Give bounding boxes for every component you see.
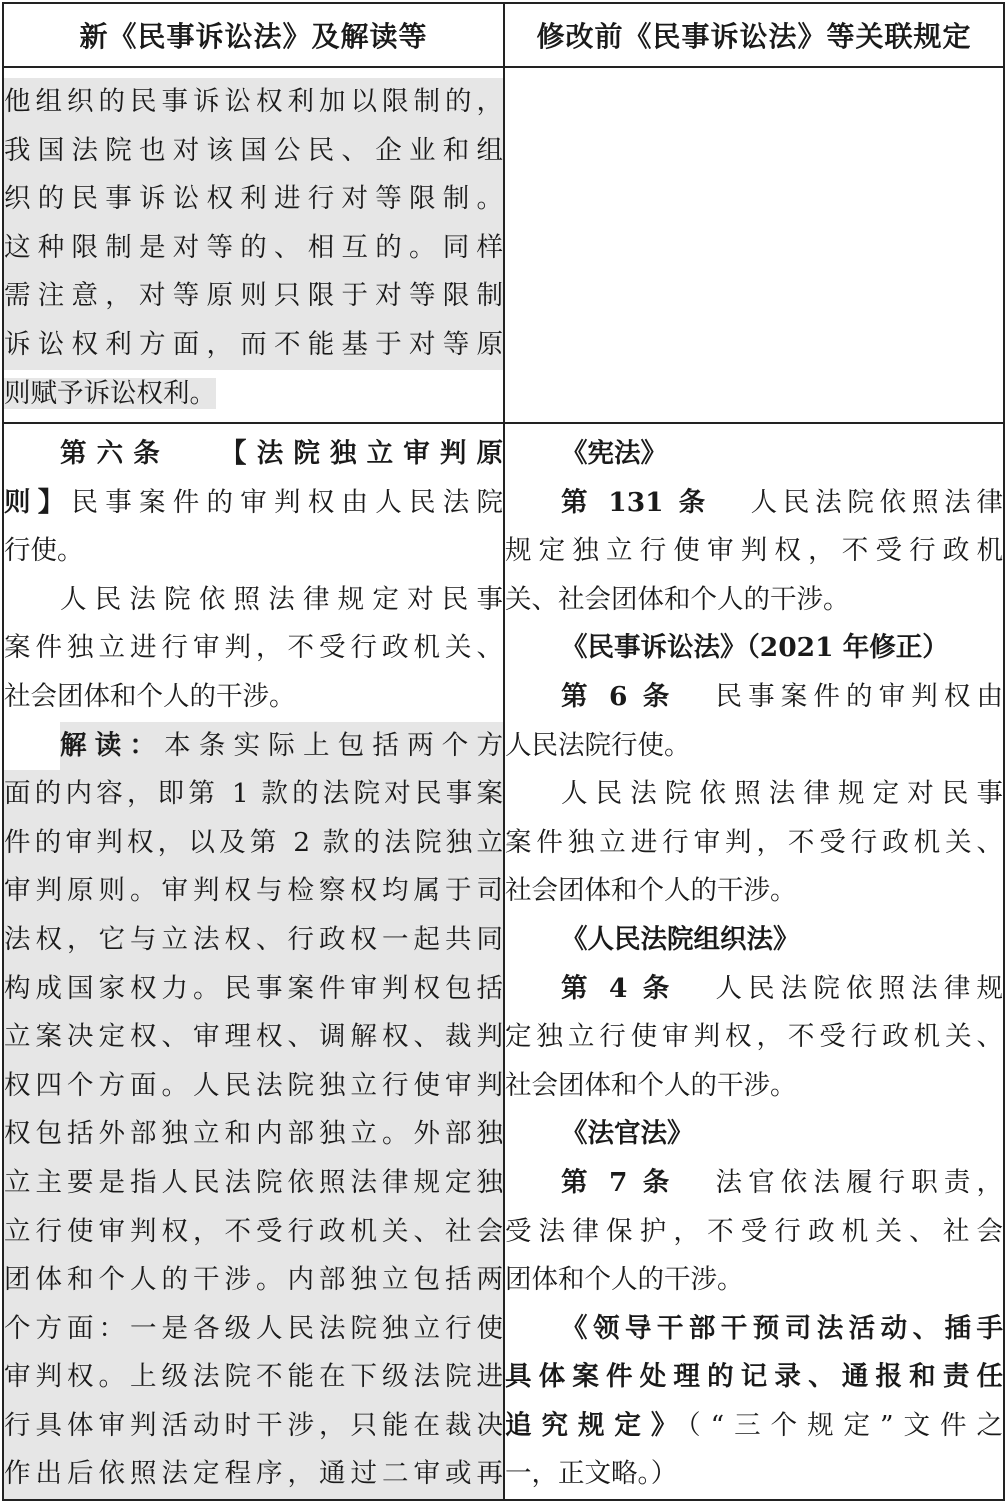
text-line: 个方面：一是各级人民法院独立行使 (4, 1305, 503, 1354)
text-line: 法权，它与立法权、行政权一起共同 (4, 916, 503, 965)
text-line: 团体和个人的干涉。 (505, 1264, 744, 1296)
row-continuation (3, 67, 1004, 423)
text-line: 第 7 条 法官依法履行职责， (561, 1166, 1004, 1198)
text-line: 社会团体和个人的干涉。 (4, 680, 296, 712)
text-line: 立主要是指人民法院依照法律规定独 (4, 1159, 503, 1208)
text-line: 他组织的民事诉讼权利加以限制的， (4, 78, 503, 127)
judges-law-title: 《法官法》 (561, 1118, 694, 1150)
text-line: 受法律保护，不受行政机关、社会 (505, 1215, 1003, 1247)
text-line: 案件独立进行审判，不受行政机关、 (505, 826, 1003, 858)
text-line: 案件独立进行审判，不受行政机关、 (4, 632, 503, 664)
text-line: 行具体审判活动时干涉，只能在裁决 (4, 1402, 503, 1451)
text-line: 第 6 条 民事案件的审判权由 (561, 680, 1004, 712)
row-article-6 (3, 423, 1004, 1500)
text-line: 行使。 (4, 535, 84, 567)
text-line: 人民法院依照法律规定对民事 (561, 778, 1003, 810)
text-line: 一，正文略。） (505, 1458, 678, 1490)
constitution-title: 《宪法》 (561, 438, 667, 469)
text-line: 面的内容，即第 1 款的法院对民事案 (4, 770, 503, 819)
text-line: 审判权。上级法院不能在下级法院进 (4, 1353, 503, 1402)
text-line: 定独立行使审判权，不受行政机关、 (505, 1021, 1003, 1053)
text-line: 立案决定权、审理权、调解权、裁判 (4, 1013, 503, 1062)
text-line: 规定独立行使审判权，不受行政机 (505, 535, 1003, 567)
text-line: 第 4 条 人民法院依照法律规 (561, 972, 1004, 1004)
text-line: 需注意，对等原则只限于对等限制 (4, 272, 503, 321)
civil-procedure-law-title: 《民事诉讼法》（2021 年修正） (561, 632, 949, 664)
text-line: 社会团体和个人的干涉。 (505, 1069, 797, 1101)
text-line: 人民法院依照法律规定对民事 (60, 583, 503, 615)
text-line: 件的审判权，以及第 2 款的法院独立 (4, 819, 503, 868)
text-line: 作出后依照法定程序，通过二审或再 (4, 1450, 503, 1499)
text-line: 立行使审判权，不受行政机关、社会 (4, 1208, 503, 1257)
header-row (3, 3, 1004, 67)
text-line: 人民法院行使。 (505, 729, 691, 761)
text-line: 权包括外部独立和内部独立。外部独 (4, 1110, 503, 1159)
text-line: 则】民事案件的审判权由人民法院 (4, 486, 503, 518)
article-6-cell (3, 423, 504, 1500)
comparison-table (2, 2, 1005, 1501)
header-old-law: 修改前《民事诉讼法》等关联规定 (504, 3, 1004, 67)
text-line: 关、社会团体和个人的干涉。 (505, 583, 850, 615)
text-line: 诉讼权利方面，而不能基于对等原 (4, 321, 503, 370)
text-line: 权四个方面。人民法院独立行使审判 (4, 1062, 503, 1111)
continuation-text (3, 67, 504, 423)
text-line: 第 131 条 人民法院依照法律 (561, 486, 1003, 518)
court-organization-law-title: 《人民法院组织法》 (561, 923, 800, 955)
rule-title: 《领导干部干预司法活动、插手 (561, 1312, 1003, 1344)
text-line: 社会团体和个人的干涉。 (505, 875, 797, 907)
text-line: 我国法院也对该国公民、企业和组 (4, 127, 503, 176)
article-6-heading: 第六条 【法院独立审判原 (60, 438, 504, 469)
text-line: 构成国家权力。民事案件审判权包括 (4, 965, 503, 1014)
header-new-law: 新《民事诉讼法》及解读等 (3, 3, 504, 67)
text-line: 团体和个人的干涉。内部独立包括两 (4, 1256, 503, 1305)
text-line: 审判原则。审判权与检察权均属于司 (4, 867, 503, 916)
text-line: 追究规定》（“三个规定”文件之 (505, 1409, 1003, 1441)
text-line: 则赋予诉讼权利。 (4, 377, 216, 409)
empty-cell (504, 67, 1004, 423)
rule-title: 具体案件处理的记录、通报和责任 (505, 1361, 1003, 1393)
text-line: 织的民事诉讼权利进行对等限制。 (4, 175, 503, 224)
interpretation-first-line: 解读：本条实际上包括两个方 (4, 722, 503, 771)
related-provisions-cell (504, 423, 1004, 1500)
text-line: 这种限制是对等的、相互的。同样 (4, 224, 503, 273)
